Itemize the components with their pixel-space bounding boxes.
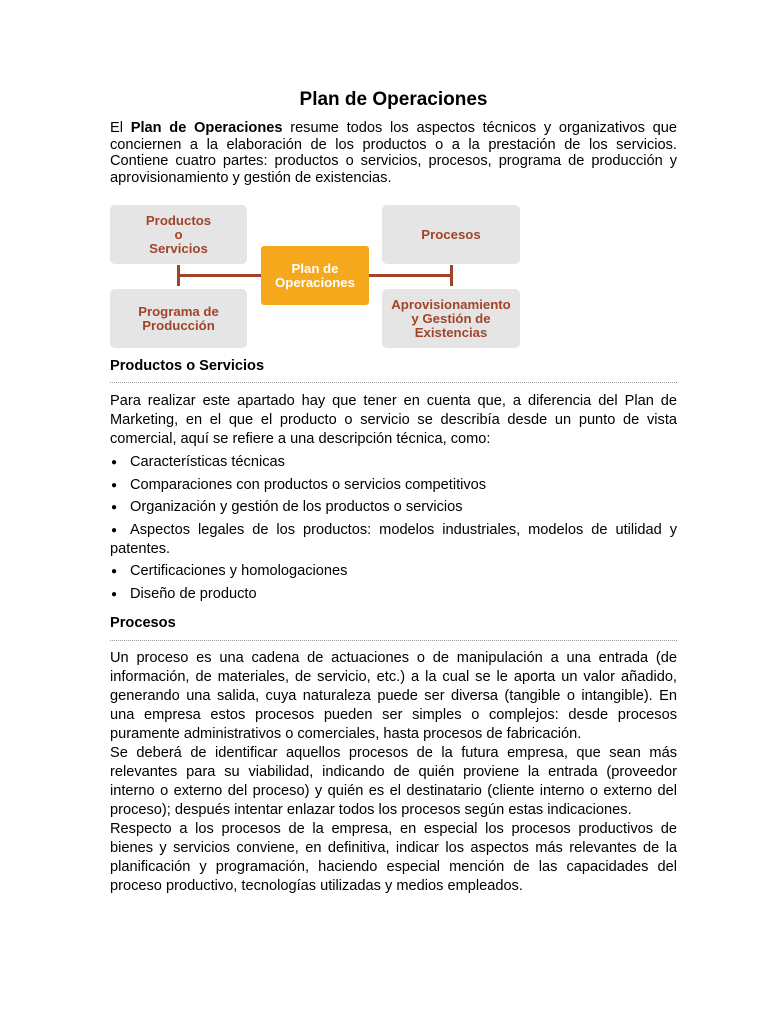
diagram-box-productos: Productos o Servicios	[110, 205, 247, 264]
list-item: ● Diseño de producto	[111, 585, 257, 602]
list-item: ● Organización y gestión de los productos o servicios	[111, 499, 463, 516]
list-item: ● Características técnicas	[111, 454, 285, 470]
productos-bullet-list	[110, 453, 677, 608]
bullet-icon: ●	[111, 479, 118, 491]
bullet-icon: ●	[111, 566, 118, 578]
procesos-text-3: Respecto a los procesos de la empresa, en especial los procesos productivos de bienes y servicios conviene, en definitiva, indicar los aspectos más relevantes de la planificación y programación, haciendo especial mención de las capacidades del proceso productivo, tecnologías utilizadas y medios empleados.	[110, 821, 677, 894]
intro-paragraph	[110, 120, 677, 186]
bullet-icon: ●	[111, 588, 118, 600]
list-item: ● Certificaciones y homologaciones	[111, 563, 348, 580]
list-item: ● Aspectos legales de los productos: modelos industriales, modelos de utilidad y patentes.	[110, 521, 677, 557]
diagram-box-procesos: Procesos	[382, 205, 520, 264]
section-heading-productos: Productos o Servicios	[110, 358, 265, 374]
bullet-icon: ●	[111, 457, 118, 468]
procesos-text-1: Un proceso es una cadena de actuaciones o de manipulación a una entrada (de información, de materiales, de servicio, etc.) a la cual se le aporta un valor añadido, generando una salida, cuya naturaleza puede ser diversa (tangible o intangible). En una empresa estos procesos pueden ser simples o complejos: desde procesos puramente administrativos o comerciales, hasta procesos de fabricación.	[110, 650, 677, 742]
operations-diagram	[110, 205, 520, 348]
procesos-paragraphs	[110, 649, 677, 896]
procesos-text-2: Se deberá de identificar aquellos procesos de la futura empresa, que sean más relevantes para su viabilidad, indicando de quién proviene la entrada (proveedor interno o externo del proceso) y quién es el destinatario (cliente interno o externo del proceso); después intentar enlazar todos los procesos según estas indicaciones.	[110, 745, 677, 818]
diagram-box-programa: Programa de Producción	[110, 289, 247, 348]
section-separator	[110, 640, 677, 641]
diagram-box-plan: Plan de Operaciones	[261, 246, 369, 305]
intro-bold-term: Plan de Operaciones	[130, 120, 283, 136]
list-item: ● Comparaciones con productos o servicios competitivos	[111, 476, 487, 493]
intro-text: resume todos los aspectos técnicos y organizativos que conciernen a la elaboración de los productos o a la prestación de los servicios. Contiene cuatro partes: productos o servicios, procesos, programa de producción y aprovisionamiento y gestión de existencias.	[110, 120, 677, 186]
productos-text: Para realizar este apartado hay que tener en cuenta que, a diferencia del Plan de Marketing, en el que el producto o servicio se describía desde un punto de vista comercial, aquí se refiere a una descripción técnica, como:	[110, 393, 677, 447]
bullet-icon: ●	[111, 524, 118, 536]
intro-prefix: El	[110, 120, 131, 136]
productos-paragraph	[110, 392, 677, 449]
bullet-icon: ●	[111, 502, 118, 514]
section-heading-procesos: Procesos	[110, 615, 176, 631]
connector-right	[450, 265, 453, 286]
diagram-box-aprovisionamiento: Aprovisionamiento y Gestión de Existencias	[382, 289, 520, 348]
page-title: Plan de Operaciones	[299, 89, 488, 110]
connector-left	[177, 265, 180, 286]
section-separator	[110, 382, 677, 383]
